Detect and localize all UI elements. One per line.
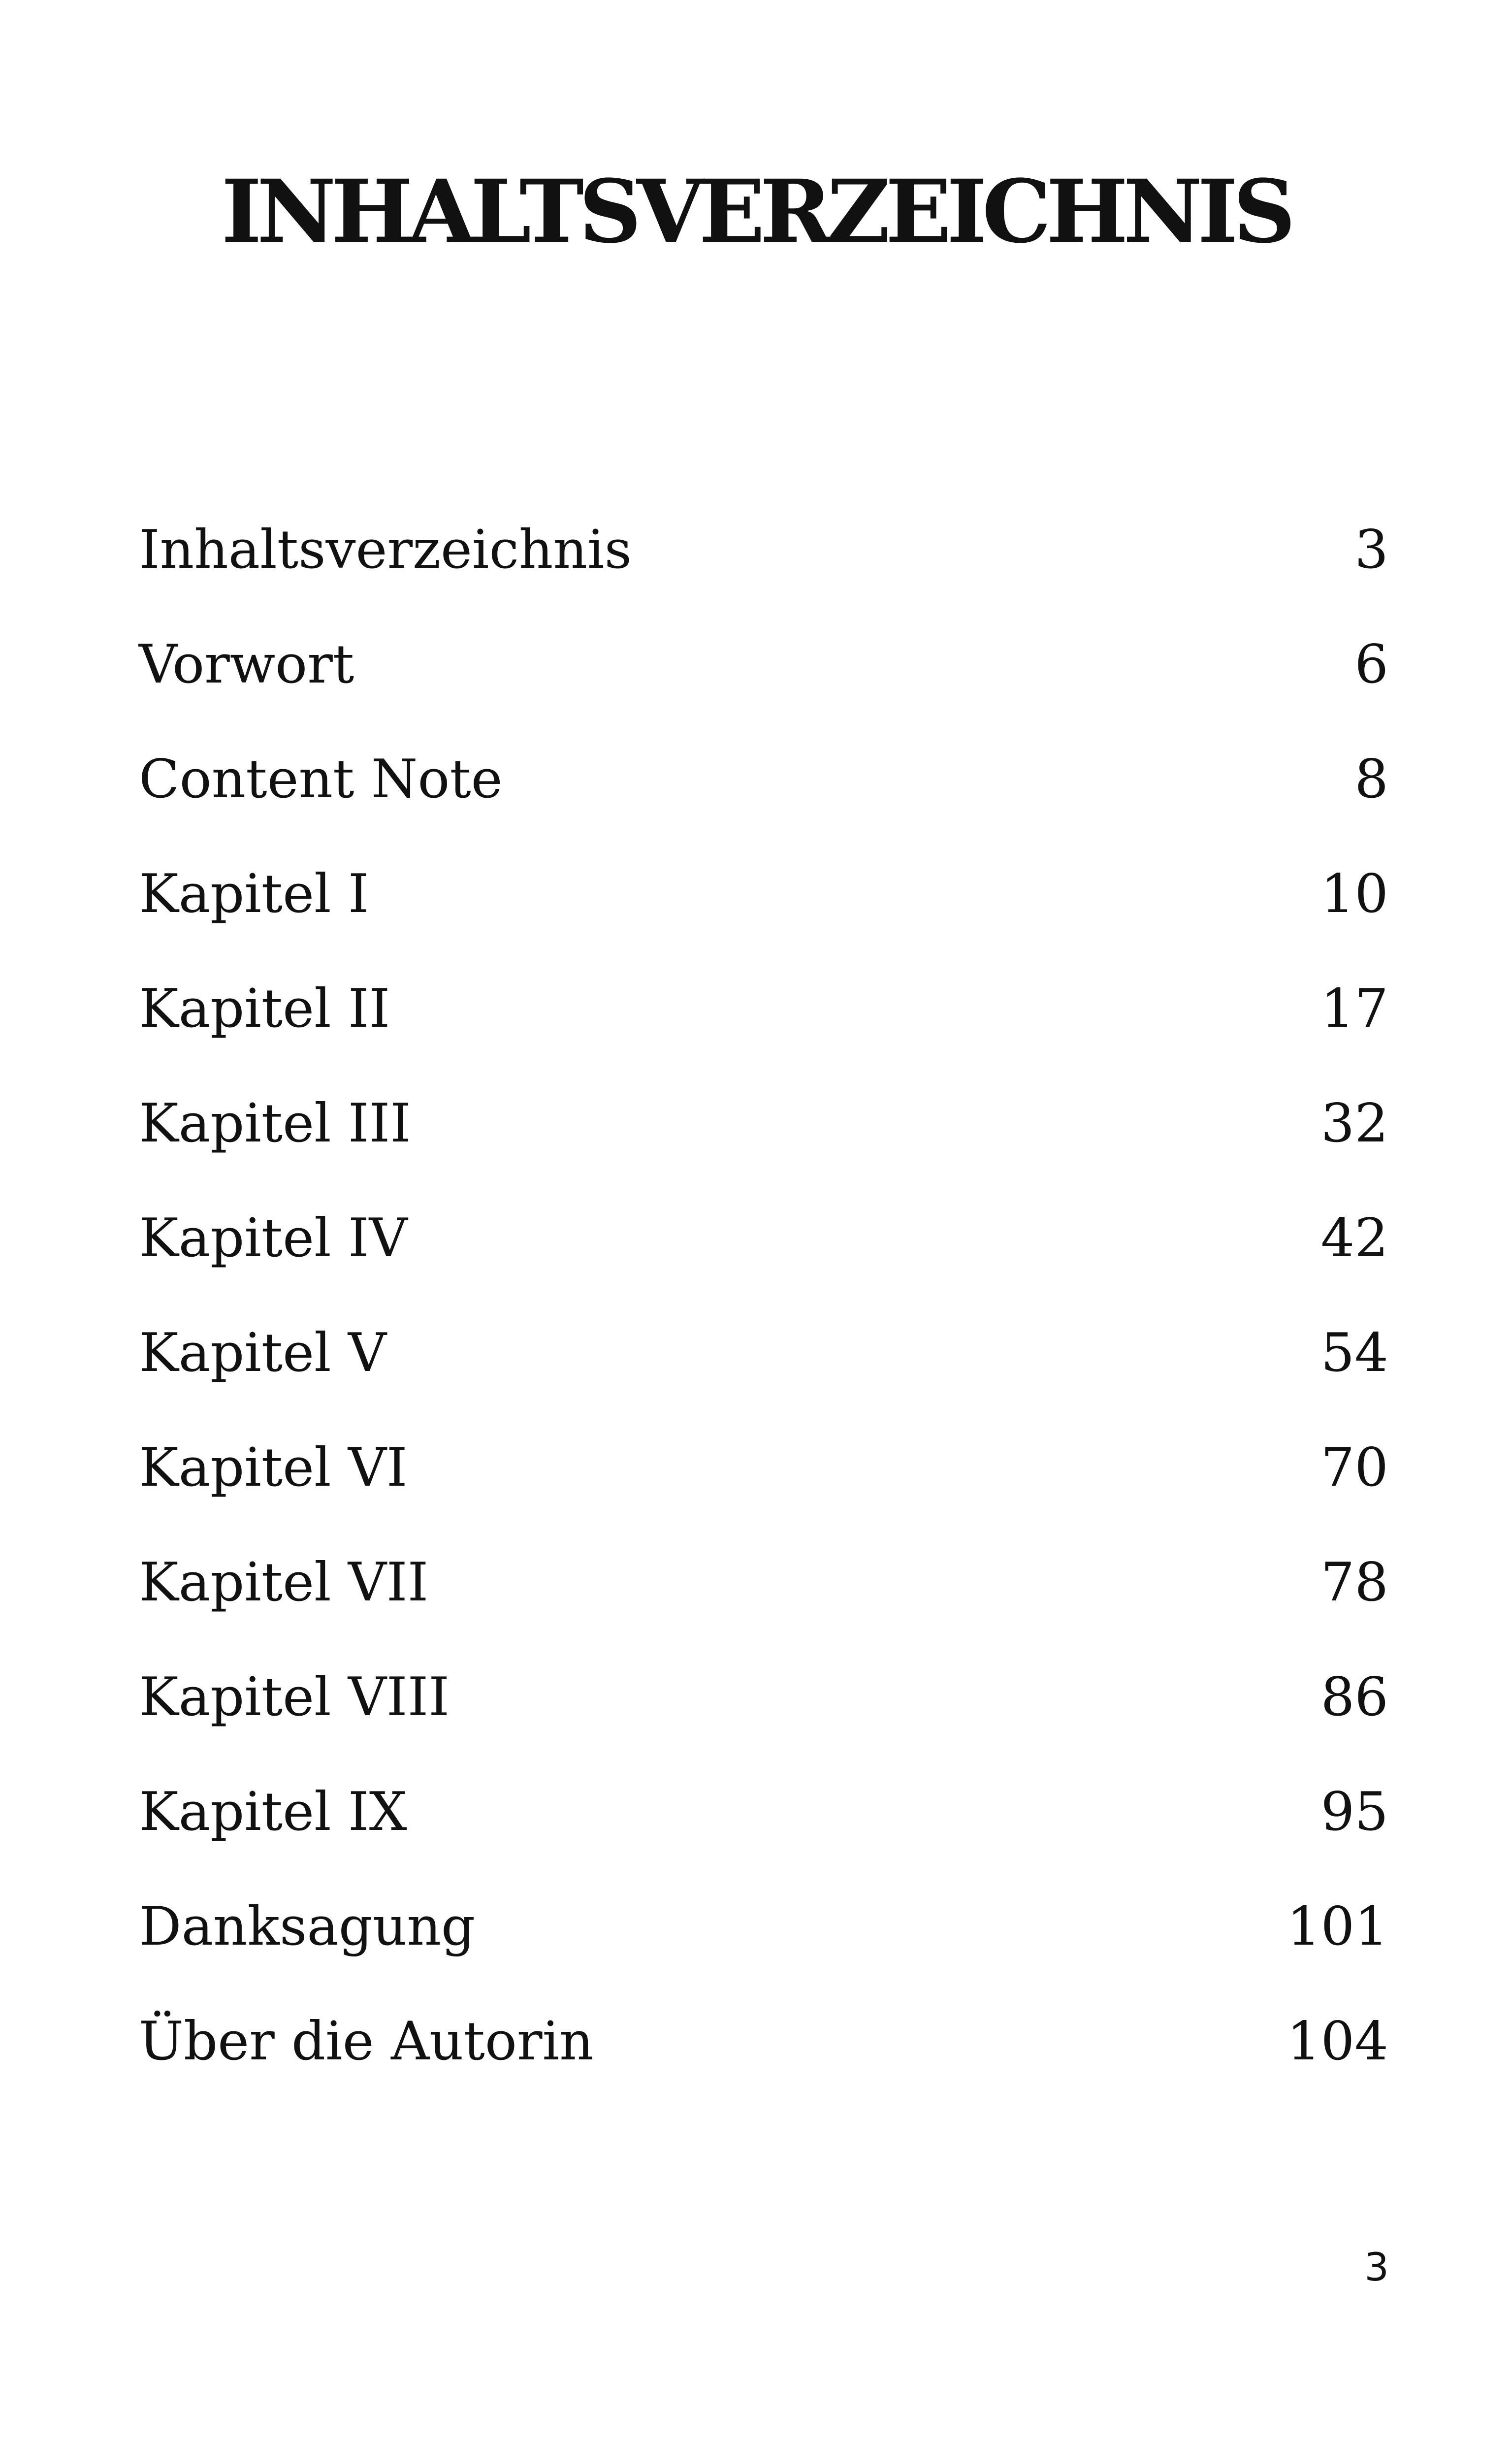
toc-entry-kapitel-7[interactable] [139, 1525, 1388, 1640]
toc-entry-kapitel-1[interactable] [139, 837, 1388, 951]
toc-entry-page: 78 [1320, 1551, 1388, 1613]
toc-entry-page: 104 [1287, 2010, 1388, 2072]
toc-entry-page: 6 [1354, 633, 1388, 695]
toc-entry-page: 32 [1320, 1092, 1388, 1154]
toc-entry-inhaltsverzeichnis[interactable] [139, 492, 1388, 607]
toc-entry-page: 54 [1320, 1322, 1388, 1384]
toc-entry-label: Content Note [139, 748, 503, 810]
toc-entry-content-note[interactable] [139, 722, 1388, 837]
toc-entry-label: Kapitel IV [139, 1207, 408, 1269]
toc-entry-label: Vorwort [139, 633, 354, 695]
toc-entry-vorwort[interactable] [139, 607, 1388, 722]
toc-entry-page: 3 [1354, 519, 1388, 581]
toc-entry-page: 101 [1287, 1895, 1388, 1957]
toc-entry-page: 95 [1320, 1781, 1388, 1843]
toc-entry-label: Danksagung [139, 1895, 476, 1957]
page-title: INHALTSVERZEICHNIS [221, 161, 1291, 262]
table-of-contents [139, 492, 1388, 2099]
toc-entry-kapitel-9[interactable] [139, 1755, 1388, 1869]
toc-entry-page: 86 [1320, 1666, 1388, 1728]
toc-entry-label: Kapitel III [139, 1092, 411, 1154]
toc-entry-danksagung[interactable] [139, 1869, 1388, 1984]
toc-entry-label: Kapitel VIII [139, 1666, 450, 1728]
toc-entry-ueber-die-autorin[interactable] [139, 1984, 1388, 2099]
toc-entry-label: Kapitel II [139, 977, 390, 1040]
toc-entry-page: 42 [1320, 1207, 1388, 1269]
toc-entry-page: 70 [1320, 1436, 1388, 1498]
toc-entry-label: Kapitel I [139, 863, 369, 925]
toc-entry-page: 10 [1320, 863, 1388, 925]
toc-entry-kapitel-8[interactable] [139, 1640, 1388, 1755]
toc-entry-label: Kapitel V [139, 1322, 386, 1384]
toc-entry-label: Inhaltsverzeichnis [139, 519, 632, 581]
toc-entry-kapitel-2[interactable] [139, 951, 1388, 1066]
toc-entry-label: Kapitel IX [139, 1781, 407, 1843]
toc-entry-kapitel-5[interactable] [139, 1296, 1388, 1410]
toc-entry-label: Kapitel VI [139, 1436, 408, 1498]
toc-entry-kapitel-4[interactable] [139, 1181, 1388, 1296]
toc-entry-label: Über die Autorin [139, 2010, 594, 2072]
page-number: 3 [1364, 2246, 1389, 2290]
toc-entry-page: 17 [1320, 977, 1388, 1040]
toc-entry-kapitel-3[interactable] [139, 1066, 1388, 1181]
toc-entry-label: Kapitel VII [139, 1551, 429, 1613]
toc-entry-page: 8 [1354, 748, 1388, 810]
toc-entry-kapitel-6[interactable] [139, 1410, 1388, 1525]
